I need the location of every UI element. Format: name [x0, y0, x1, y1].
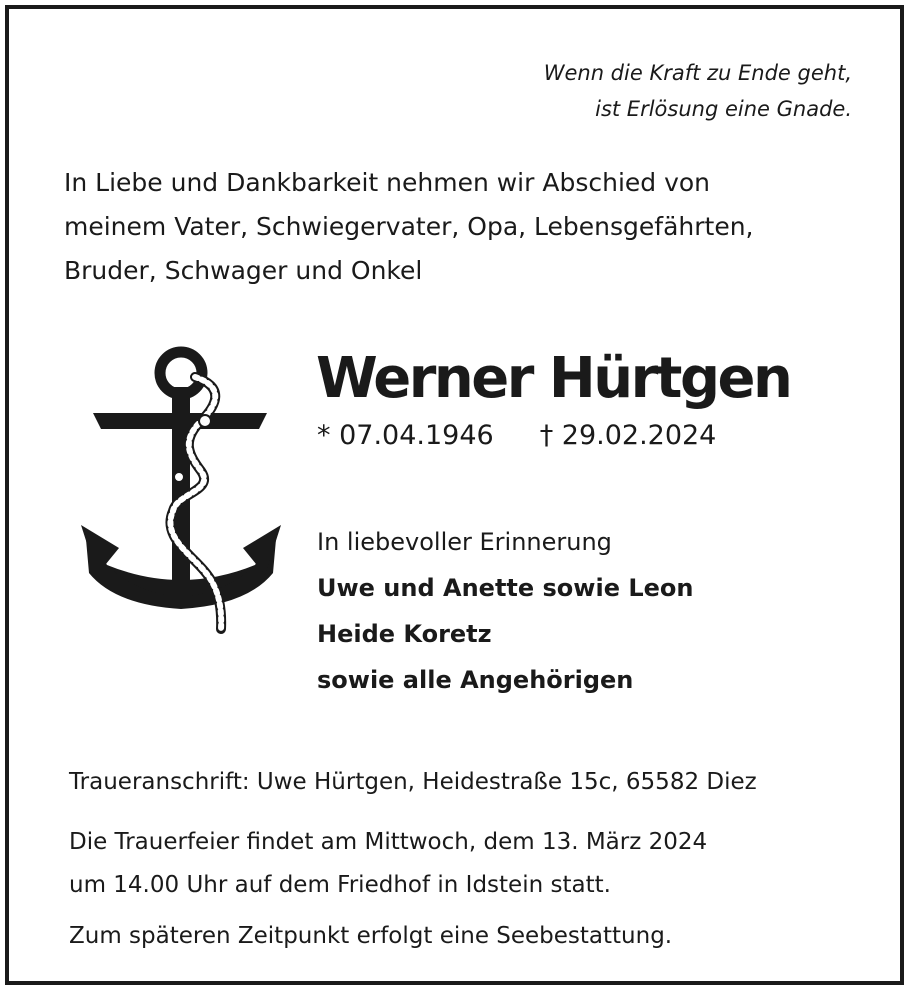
quote [544, 55, 852, 127]
death-date: † 29.02.2024 [539, 420, 717, 451]
mourners [317, 519, 693, 703]
quote-line-1: Wenn die Kraft zu Ende geht, [543, 61, 852, 85]
intro-line-2: meinem Vater, Schwiegervater, Opa, Lebensgefährten, [64, 212, 754, 241]
funeral-ceremony [69, 821, 707, 907]
quote-line-2: ist Erlösung eine Gnade. [595, 97, 852, 121]
intro-text [64, 161, 754, 293]
mourning-address: Traueranschrift: Uwe Hürtgen, Heidestraße 15c, 65582 Diez [69, 769, 757, 795]
intro-line-3: Bruder, Schwager und Onkel [64, 256, 423, 285]
mourner-line-2: Heide Koretz [317, 620, 492, 648]
ceremony-line-2: um 14.00 Uhr auf dem Friedhof in Idstein statt. [69, 872, 611, 898]
intro-line-1: In Liebe und Dankbarkeit nehmen wir Abschied von [64, 168, 711, 197]
sea-burial-note: Zum späteren Zeitpunkt erfolgt eine Seebestattung. [69, 923, 673, 949]
ceremony-line-1: Die Trauerfeier findet am Mittwoch, dem 13. März 2024 [69, 829, 708, 855]
mourner-line-3: sowie alle Angehörigen [317, 666, 634, 694]
anchor-icon [77, 343, 285, 637]
birth-date: * 07.04.1946 [317, 420, 494, 451]
obituary-notice [5, 5, 904, 985]
life-dates [317, 416, 716, 456]
deceased-name: Werner Hürtgen [316, 346, 791, 411]
memory-intro: In liebevoller Erinnerung [317, 528, 612, 556]
mourner-line-1: Uwe und Anette sowie Leon [317, 574, 694, 602]
